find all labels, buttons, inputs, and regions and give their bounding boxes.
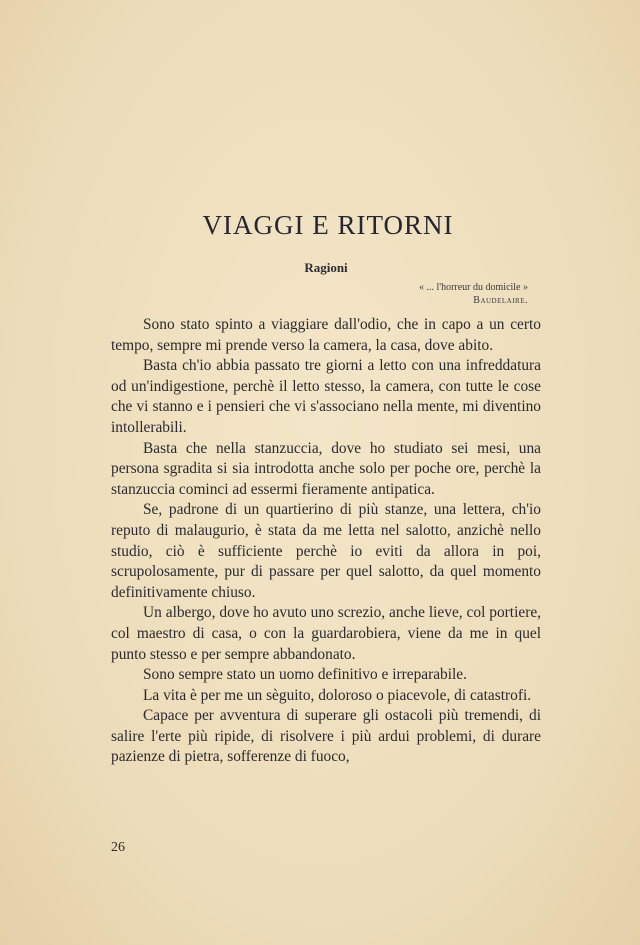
paragraph: Un albergo, dove ho avuto uno screzio, anche lieve, col portiere, col maestro di casa, o con la guardarobiera, viene da me in quel punto stesso e per sempre abbandonato.	[111, 604, 541, 663]
paragraph: Basta ch'io abbia passato tre giorni a letto con una infreddatura od un'indigestione, perchè il letto stesso, la camera, con tutte le cose che vi stanno e i pensieri che vi s'associano nella mente, mi diventino intollerabili.	[111, 357, 541, 436]
epigraph-author: Baudelaire.	[473, 295, 528, 306]
page-number: 26	[111, 840, 125, 855]
paragraph: Sono sempre stato un uomo definitivo e irreparabile.	[143, 666, 467, 684]
paragraph: Capace per avventura di superare gli ostacoli più tremendi, di salire l'erte più ripide, di risolvere i più ardui problemi, di durare pazienze di pietra, sofferenze di fuoco,	[111, 707, 541, 766]
body-text	[111, 315, 541, 768]
paragraph: Basta che nella stanzuccia, dove ho studiato sei mesi, una persona sgradita si sia introdotta anche solo per poche ore, perchè la stanzuccia cominci ad essermi fieramente antipatica.	[111, 439, 541, 498]
chapter-title: VIAGGI E RITORNI	[202, 210, 454, 240]
paragraph: Sono stato spinto a viaggiare dall'odio, che in capo a un certo tempo, sempre mi prende verso la camera, la casa, dove abito.	[111, 316, 541, 354]
epigraph	[419, 281, 528, 307]
epigraph-quote: « ... l'horreur du domicile »	[419, 282, 528, 293]
paragraph: Se, padrone di un quartierino di più stanze, una lettera, ch'io reputo di malaugurio, è stata da me letta nel salotto, anzichè nello studio, ciò è sufficiente perchè io eviti da allora in poi, scrupolosamente, pur di passare per quel salotto, da quel momento definitivamente chiuso.	[111, 501, 541, 601]
section-subtitle: Ragioni	[304, 260, 348, 275]
paragraph: La vita è per me un sèguito, doloroso o piacevole, di catastrofi.	[143, 686, 532, 704]
